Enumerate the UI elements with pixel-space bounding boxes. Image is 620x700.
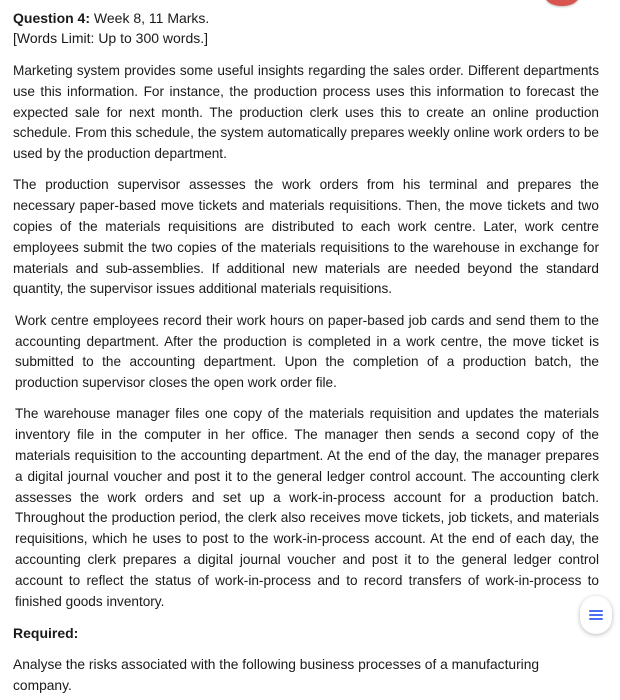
- paragraph-production-supervisor: The production supervisor assesses the work orders from his terminal and prepares the necessary paper-based move tickets and materials requisitions. Then, the move tickets and two copies of the materials requisitions are distributed to each work centre. Later, work centre employees submit the two copies of the materials requisitions to the warehouse in exchange for materials and sub-assemblies. If additional new materials are needed beyond the standard quantity, the supervisor issues additional materials requisitions.: [13, 177, 599, 297]
- question-body: [13, 61, 599, 696]
- question-title: [13, 8, 603, 28]
- words-limit: [Words Limit: Up to 300 words.]: [13, 30, 209, 46]
- question-label: Question 4:: [13, 10, 91, 26]
- menu-icon: [589, 610, 603, 620]
- paragraph-work-centre: Work centre employees record their work hours on paper-based job cards and send them to the accounting department. After the production is completed in a work centre, the move ticket is submitted to the accounting department. Upon the completion of a production batch, the production supervisor closes the open work order file.: [15, 312, 599, 391]
- floating-menu-button[interactable]: [580, 596, 612, 634]
- corner-decoration: [545, 0, 579, 6]
- question-meta: Week 8, 11 Marks.: [90, 10, 210, 26]
- paragraph-warehouse: The warehouse manager files one copy of the materials requisition and updates the materials inventory file in the computer in her office. The manager then sends a second copy of the materials requisition to the accounting department. At the end of the day, the manager prepares a digital journal voucher and post it to the general ledger control account. The accounting clerk assesses the work orders and set up a work-in-process account for a production batch. Throughout the production period, the clerk also receives move tickets, job tickets, and materials requisitions, which he uses to post to the work-in-process account. At the end of each day, the accounting clerk prepares a digital journal voucher and post it to the general ledger control account to reflect the status of work-in-process and to record transfers of work-in-process to finished goods inventory.: [15, 406, 599, 609]
- required-heading: Required:: [13, 624, 79, 641]
- task-text: Analyse the risks associated with the following business processes of a manufacturing company.: [13, 656, 540, 693]
- paragraph-marketing: Marketing system provides some useful insights regarding the sales order. Different departments use this information. For instance, the production process uses this information to forecast the expected sale for next month. The production clerk uses this to create an online production schedule. From this schedule, the system automatically prepares weekly online work orders to be used by the production department.: [13, 63, 599, 162]
- question-header: [13, 8, 603, 48]
